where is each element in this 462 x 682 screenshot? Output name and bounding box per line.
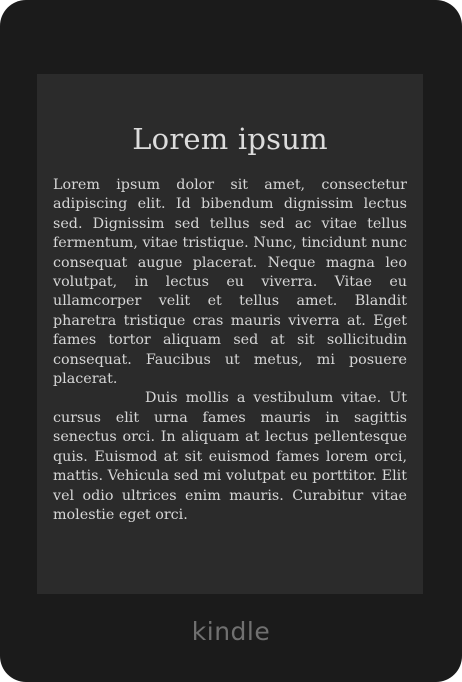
reading-screen[interactable] [37,74,423,594]
paragraph-2: Duis mollis a vestibulum vitae. Ut cursus elit urna fames mauris in sagittis senectus orci. In aliquam at lectus pellentesque quis. Euismod at sit euismod fames lorem orci, mattis. Vehicula sed mi volutpat eu porttitor. Elit vel odio ultrices enim mauris. Curabitur vitae molestie eget orci. [53,390,407,523]
chapter-title: Lorem ipsum [132,122,328,156]
page-body [53,176,407,525]
paragraph-1: Lorem ipsum dolor sit amet, consectetur adipiscing elit. Id bibendum dignissim lectus sed. Dignissim sed tellus sed ac vitae tellus fermentum, vitae tristique. Nunc, tincidunt nunc consequat augue placerat. Neque magna leo volutpat, in lectus eu viverra. Vitae eu ullamcorper velit et tellus amet. Blandit pharetra tristique cras mauris viverra at. Eget fames tortor aliquam sed at sit sollicitudin consequat. Faucibus ut metus, mi posuere placerat. [53,177,407,388]
kindle-logo: kindle [191,617,271,646]
